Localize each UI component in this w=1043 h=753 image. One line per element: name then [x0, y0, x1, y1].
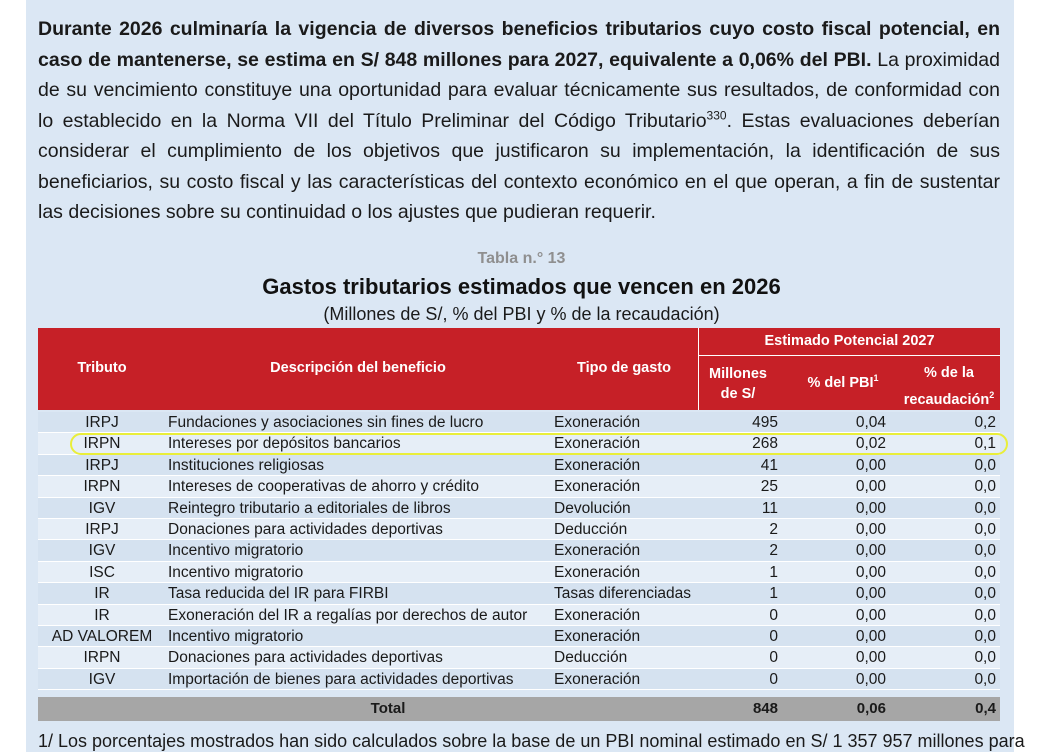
cell-tributo: AD VALOREM [51, 628, 153, 645]
table-total-row [38, 697, 1000, 721]
header-group-divider [699, 355, 1000, 356]
cell-tributo: IR [94, 585, 110, 603]
cell-tipo: Devolución [554, 499, 631, 517]
cell-pbi: 0,00 [855, 585, 886, 603]
header-tipo: Tipo de gasto [577, 360, 671, 376]
cell-millones: 268 [752, 435, 778, 453]
cell-descripcion: Instituciones religiosas [168, 456, 324, 474]
table-row [38, 540, 1000, 561]
intro-text-2: . Estas evaluaciones deberían considerar el cumplimiento de los objetivos que justificaron su implementación, la identificación de sus beneficiarios, su costo fiscal y las características del contexto económico en el que operan, a fin de sustentar las decisiones sobre su continuidad o los ajustes que pudieran requerir. [38, 109, 1000, 223]
table-row [38, 519, 1000, 540]
header-pbi [783, 373, 903, 391]
cell-descripcion: Fundaciones y asociaciones sin fines de lucro [168, 414, 484, 431]
cell-recaudacion: 0,2 [974, 414, 996, 431]
total-recaudacion: 0,4 [975, 700, 996, 717]
cell-millones: 11 [761, 499, 778, 517]
table-row [38, 647, 1000, 668]
cell-descripcion: Donaciones para actividades deportivas [168, 649, 443, 667]
cell-tipo: Exoneración [554, 478, 641, 496]
header-tributo: Tributo [77, 360, 127, 376]
table-row [38, 412, 1000, 433]
cell-tipo: Exoneración [554, 414, 641, 431]
table-label: Tabla n.° 13 [477, 250, 566, 267]
cell-recaudacion: 0,0 [974, 606, 996, 624]
cell-tributo: IGV [88, 670, 116, 688]
cell-tipo: Exoneración [554, 628, 641, 645]
table-row [38, 562, 1000, 583]
cell-tipo: Exoneración [554, 542, 641, 560]
cell-descripcion: Reintegro tributario a editoriales de libros [168, 499, 451, 517]
total-millones: 848 [752, 700, 778, 717]
table-row [38, 583, 1000, 604]
cell-tipo: Tasas diferenciadas [554, 585, 691, 603]
cell-descripcion: Importación de bienes para actividades deportivas [168, 670, 514, 688]
cell-millones: 495 [752, 414, 778, 431]
cell-millones: 2 [769, 542, 778, 560]
footnote-ref-330[interactable]: 330 [706, 108, 727, 122]
cell-recaudacion: 0,0 [974, 456, 996, 474]
table-row [38, 669, 1000, 690]
cell-descripcion: Intereses por depósitos bancarios [168, 435, 401, 453]
cell-pbi: 0,00 [855, 521, 886, 538]
cell-millones: 0 [769, 628, 778, 645]
cell-millones: 1 [769, 585, 778, 603]
cell-tributo: IR [94, 606, 110, 624]
cell-tributo: IRPN [83, 649, 121, 667]
cell-pbi: 0,00 [855, 478, 886, 496]
header-rec-line1: % de la [924, 365, 974, 381]
footnote-1: 1/ Los porcentajes mostrados han sido calculados sobre la base de un PBI nominal estimado en S/ 1 357 957 millones para [38, 731, 1025, 751]
cell-tributo: IRPJ [85, 456, 119, 474]
cell-tipo: Exoneración [554, 435, 641, 453]
intro-bold-text: Durante 2026 culminaría la vigencia de diversos beneficios tributarios cuyo costo fiscal potencial, en caso de mantenerse, se estima en S/ 848 millones para 2027, equivalente a 0,06% del PBI. [38, 18, 1000, 71]
cell-recaudacion: 0,0 [974, 499, 996, 517]
cell-recaudacion: 0,0 [974, 563, 996, 581]
intro-text-1: La proximidad de su vencimiento constituye una oportunidad para evaluar técnicamente sus resultados, de conformidad con lo establecido en la Norma VII del Título Preliminar del Código Tributario [38, 48, 1000, 132]
cell-tipo: Deducción [554, 649, 628, 667]
cell-pbi: 0,00 [855, 499, 886, 517]
cell-tributo: IRPJ [85, 414, 119, 431]
cell-tipo: Exoneración [554, 606, 641, 624]
header-pbi-sup: 1 [873, 373, 879, 383]
cell-millones: 0 [769, 606, 778, 624]
cell-tributo: IGV [88, 542, 116, 560]
cell-descripcion: Incentivo migratorio [168, 628, 304, 645]
header-rec-line2: recaudación [903, 391, 990, 408]
table-row [38, 455, 1000, 476]
header-descripcion: Descripción del beneficio [270, 360, 446, 376]
cell-pbi: 0,00 [855, 542, 886, 560]
cell-pbi: 0,00 [855, 649, 886, 667]
cell-descripcion: Intereses de cooperativas de ahorro y crédito [168, 478, 480, 496]
table-header [38, 328, 1000, 410]
cell-pbi: 0,00 [855, 606, 886, 624]
cell-tributo: IRPJ [85, 521, 119, 538]
header-rec-sup: 2 [989, 390, 995, 400]
cell-millones: 0 [769, 670, 778, 688]
header-group-estimado: Estimado Potencial 2027 [764, 333, 935, 349]
cell-recaudacion: 0,0 [974, 542, 996, 560]
cell-millones: 25 [760, 478, 778, 496]
header-millones [699, 364, 777, 404]
total-pbi: 0,06 [856, 700, 886, 717]
cell-pbi: 0,00 [855, 670, 886, 688]
header-millones-line2: de S/ [720, 386, 756, 402]
cell-tributo: ISC [89, 563, 115, 581]
cell-pbi: 0,00 [855, 456, 886, 474]
cell-descripcion: Incentivo migratorio [168, 542, 304, 560]
cell-descripcion: Incentivo migratorio [168, 563, 304, 581]
cell-recaudacion: 0,0 [974, 585, 996, 603]
cell-tributo: IGV [88, 499, 116, 517]
cell-tributo: IRPN [83, 478, 121, 496]
cell-recaudacion: 0,0 [974, 478, 996, 496]
cell-tipo: Exoneración [554, 670, 641, 688]
total-label: Total [370, 700, 406, 717]
table-row [38, 476, 1000, 497]
cell-tipo: Exoneración [554, 563, 641, 581]
cell-millones: 1 [769, 563, 778, 581]
cell-recaudacion: 0,0 [974, 649, 996, 667]
cell-recaudacion: 0,0 [974, 628, 996, 645]
cell-recaudacion: 0,0 [974, 670, 996, 688]
table-title: Gastos tributarios estimados que vencen en 2026 [262, 274, 781, 299]
header-pbi-text: % del PBI [807, 374, 874, 391]
table-row [38, 605, 1000, 626]
cell-recaudacion: 0,1 [974, 435, 996, 453]
cell-pbi: 0,00 [855, 563, 886, 581]
cell-millones: 0 [769, 649, 778, 667]
cell-tipo: Exoneración [554, 456, 641, 474]
cell-tipo: Deducción [554, 521, 628, 538]
table-row [38, 626, 1000, 647]
header-recaudacion [898, 362, 1000, 411]
cell-pbi: 0,02 [855, 435, 886, 453]
cell-descripcion: Exoneración del IR a regalías por derechos de autor [168, 606, 528, 624]
header-millones-line1: Millones [708, 366, 767, 382]
cell-pbi: 0,00 [855, 628, 886, 645]
cell-millones: 2 [769, 521, 778, 538]
cell-recaudacion: 0,0 [974, 521, 996, 538]
table-subtitle: (Millones de S/, % del PBI y % de la recaudación) [323, 304, 720, 324]
cell-pbi: 0,04 [855, 414, 886, 431]
cell-descripcion: Donaciones para actividades deportivas [168, 521, 443, 538]
intro-paragraph [38, 14, 1000, 228]
cell-descripcion: Tasa reducida del IR para FIRBI [168, 585, 389, 603]
cell-millones: 41 [760, 456, 778, 474]
row-highlight-outline [70, 433, 1008, 455]
cell-tributo: IRPN [83, 435, 121, 453]
table-row [38, 498, 1000, 519]
